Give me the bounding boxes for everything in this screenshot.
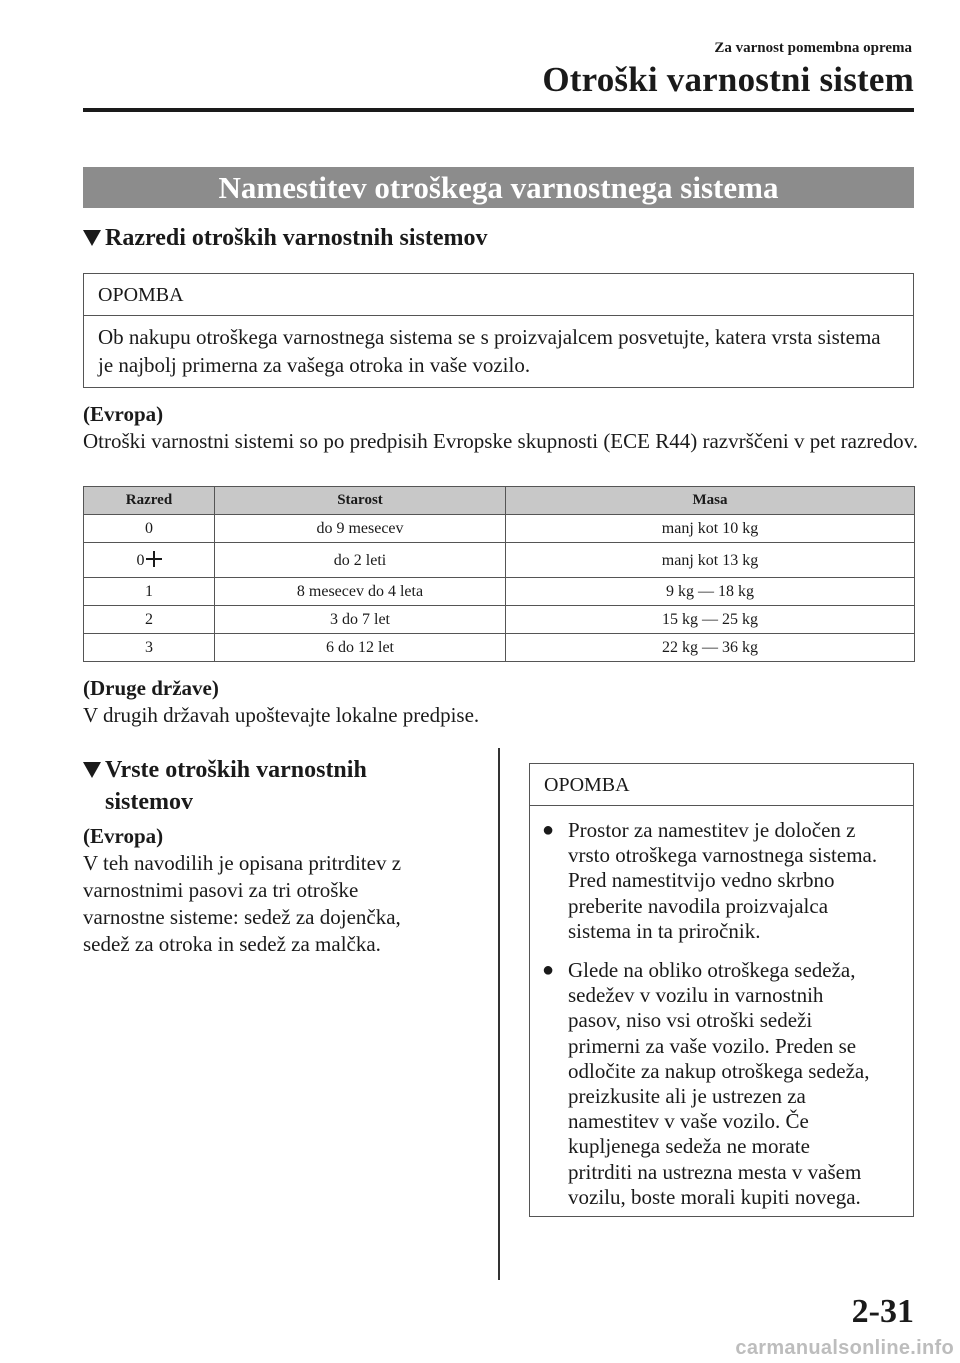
types-line: varnostnimi pasovi za tri otroške bbox=[83, 878, 359, 902]
bullet-line: pasov, niso vsi otroški sedeži bbox=[568, 1008, 813, 1033]
section-heading-text: Razredi otroških varnostnih sistemov bbox=[105, 225, 488, 251]
bullet-line: Prostor za namestitev je določen z bbox=[568, 818, 856, 842]
cell-mass: 22 kg — 36 kg bbox=[506, 634, 915, 662]
note-label: OPOMBA bbox=[84, 274, 913, 316]
header-mass: Masa bbox=[506, 487, 915, 515]
europe-text: Otroški varnostni sistemi so po predpisih Evropske skupnosti (ECE R44) razvrščeni v pet razredov. bbox=[83, 429, 918, 453]
table-row bbox=[84, 606, 915, 634]
section-heading-text: Vrste otroških varnostnih bbox=[105, 757, 367, 783]
plus-icon bbox=[146, 551, 162, 567]
triangle-bullet-icon bbox=[83, 230, 101, 246]
table-row bbox=[84, 578, 915, 606]
table-header-row bbox=[84, 487, 915, 515]
cell-class bbox=[84, 543, 215, 578]
bullet-line: preizkusite ali je ustrezen za bbox=[568, 1084, 806, 1109]
bullet-line: Glede na obliko otroškega sedeža, bbox=[568, 958, 856, 983]
cell-class-text: 0 bbox=[136, 551, 145, 569]
cell-age: 6 do 12 let bbox=[215, 634, 506, 662]
europe-heading: (Evropa) bbox=[83, 402, 164, 426]
list-item bbox=[530, 818, 913, 944]
note-label: OPOMBA bbox=[530, 764, 913, 806]
bullet-line: odločite za nakup otroškega sedeža, bbox=[568, 1058, 870, 1083]
page-title-banner: Namestitev otroškega varnostnega sistema bbox=[83, 167, 914, 208]
page-number: 2-31 bbox=[851, 1293, 914, 1330]
bullet-dot-icon: ● bbox=[542, 819, 555, 841]
watermark: carmanualsonline.info bbox=[735, 1337, 954, 1359]
bullet-line: pritrditi na ustrezna mesta v vašem bbox=[568, 1159, 862, 1184]
bullet-dot-icon: ● bbox=[542, 959, 555, 982]
types-line: sedež za otroka in sedež za malčka. bbox=[83, 932, 381, 956]
cell-mass: manj kot 13 kg bbox=[506, 543, 915, 578]
cell-class: 2 bbox=[84, 606, 215, 634]
types-description bbox=[83, 850, 493, 958]
header-class: Razred bbox=[84, 487, 215, 515]
bullet-line: namestitev v vaše vozilo. Če bbox=[568, 1109, 809, 1134]
section-heading-line1 bbox=[83, 756, 483, 785]
cell-age: 3 do 7 let bbox=[215, 606, 506, 634]
section-heading-classes bbox=[83, 224, 487, 253]
bullet-line: primerni za vaše vozilo. Preden se bbox=[568, 1033, 857, 1058]
cell-age: do 2 leti bbox=[215, 543, 506, 578]
types-line: varnostne sisteme: sedež za dojenčka, bbox=[83, 905, 401, 929]
cell-mass: 9 kg — 18 kg bbox=[506, 578, 915, 606]
classes-table bbox=[83, 486, 915, 662]
note-text: Ob nakupu otroškega varnostnega sistema se s proizvajalcem posvetujte, katera vrsta sistema je najbolj primerna za vašega otroka in vaše vozilo. bbox=[98, 325, 881, 377]
bullet-line: Pred namestitvijo vedno skrbno bbox=[568, 868, 835, 893]
header-age: Starost bbox=[215, 487, 506, 515]
note-box-installation bbox=[529, 763, 914, 1217]
note-bullet-list bbox=[530, 818, 913, 1210]
bullet-line: sedežev v vozilu in varnostnih bbox=[568, 983, 824, 1008]
section-heading-line2: sistemov bbox=[105, 789, 193, 815]
header-section-title: Otroški varnostni sistem bbox=[542, 60, 914, 99]
bullet-line: preberite navodila proizvajalca bbox=[568, 893, 829, 918]
bullet-line: vrsto otroškega varnostnega sistema. bbox=[568, 843, 878, 868]
column-divider bbox=[498, 748, 500, 1280]
cell-class: 1 bbox=[84, 578, 215, 606]
cell-class: 3 bbox=[84, 634, 215, 662]
note-box-purchase bbox=[83, 273, 914, 388]
cell-age: 8 mesecev do 4 leta bbox=[215, 578, 506, 606]
table-row bbox=[84, 543, 915, 578]
list-item bbox=[530, 958, 913, 1210]
bullet-line: vozilu, boste morali kupiti novega. bbox=[568, 1184, 861, 1209]
bullet-line: sistema in ta priročnik. bbox=[568, 918, 761, 943]
table-row bbox=[84, 515, 915, 543]
cell-class: 0 bbox=[84, 515, 215, 543]
other-countries-heading: (Druge države) bbox=[83, 676, 219, 700]
types-line: V teh navodilih je opisana pritrditev z bbox=[83, 851, 402, 875]
triangle-bullet-icon bbox=[83, 762, 101, 778]
header-rule bbox=[83, 108, 914, 112]
europe-heading-types: (Evropa) bbox=[83, 824, 164, 848]
header-section-small: Za varnost pomembna oprema bbox=[714, 40, 912, 56]
section-heading-types bbox=[83, 756, 483, 817]
cell-age: do 9 mesecev bbox=[215, 515, 506, 543]
cell-mass: manj kot 10 kg bbox=[506, 515, 915, 543]
other-countries-text: V drugih državah upoštevajte lokalne predpise. bbox=[83, 703, 480, 727]
cell-mass: 15 kg — 25 kg bbox=[506, 606, 915, 634]
bullet-line: kupljenega sedeža ne morate bbox=[568, 1134, 810, 1159]
table-row bbox=[84, 634, 915, 662]
